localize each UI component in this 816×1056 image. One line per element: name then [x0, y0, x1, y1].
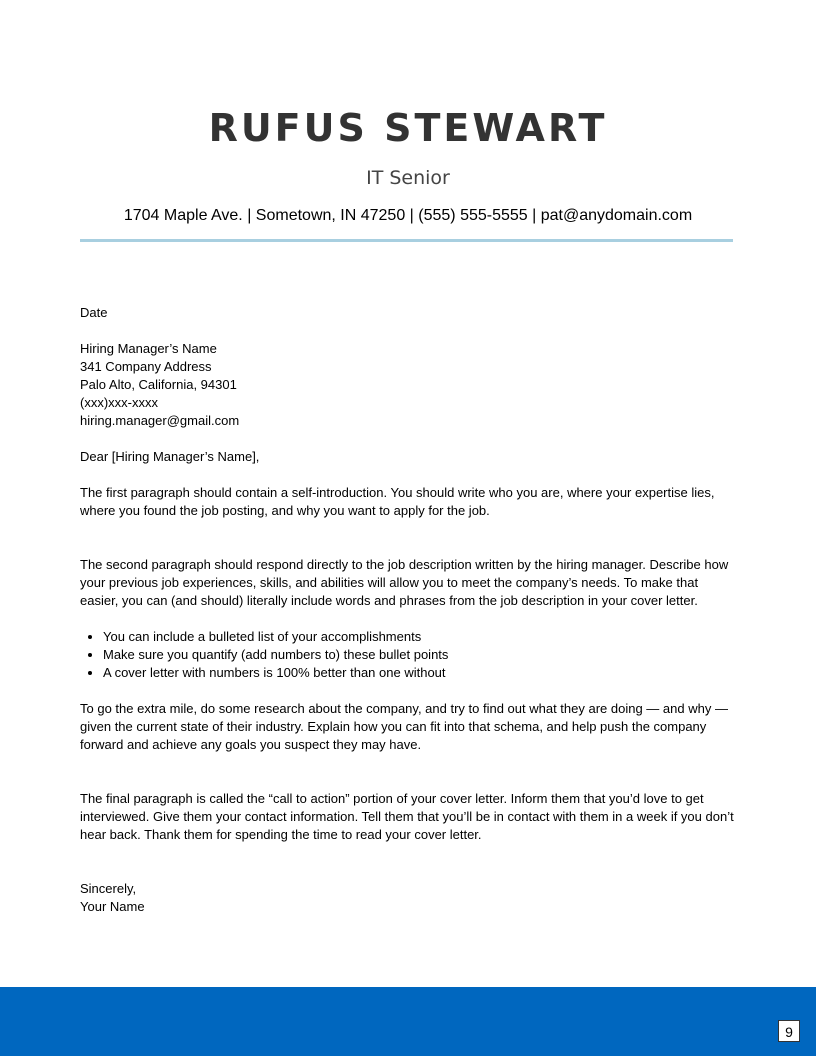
letter-body — [80, 304, 736, 916]
list-item: • A cover letter with numbers is 100% better than one without — [103, 664, 736, 682]
recipient-block — [80, 340, 736, 430]
footer-bar — [0, 987, 816, 1056]
signature: Your Name — [80, 899, 145, 914]
letter-date: Date — [80, 305, 108, 320]
recipient-line: (xxx)xxx-xxxx — [80, 395, 158, 410]
paragraph-research: To go the extra mile, do some research about the company, and try to find out what they are doing — and why — given the current state of their industry. Explain how you can fit into that schema, and help push the company forward and achieve any goals you suspect they may have. — [80, 701, 728, 752]
paragraph-intro: The first paragraph should contain a self-introduction. You should write who you are, where your expertise lies, where you found the job posting, and why you want to apply for the job. — [80, 485, 715, 518]
recipient-line: Palo Alto, California, 94301 — [80, 377, 237, 392]
accomplishment-list — [80, 628, 736, 682]
header-divider — [80, 239, 733, 242]
list-item: • You can include a bulleted list of your accomplishments — [103, 628, 736, 646]
salutation: Dear [Hiring Manager’s Name], — [80, 449, 260, 464]
applicant-name: RUFUS STEWART — [208, 106, 608, 150]
paragraph-job-fit: The second paragraph should respond directly to the job description written by the hiring manager. Describe how your previous job experiences, skills, and abilities will allow you to meet the company’s needs. To make that easier, you can (and should) literally include words and phrases from the job description in your cover letter. — [80, 557, 729, 608]
recipient-line: hiring.manager@gmail.com — [80, 413, 240, 428]
job-title: IT Senior — [366, 167, 450, 189]
closing: Sincerely, — [80, 881, 137, 896]
recipient-line: 341 Company Address — [80, 359, 212, 374]
recipient-line: Hiring Manager’s Name — [80, 341, 217, 356]
paragraph-call-to-action: The final paragraph is called the “call to action” portion of your cover letter. Inform them that you’d love to get interviewed. Give them your contact information. Tell them that you’ll be in contact with them in a week if you don’t hear back. Thank them for spending the time to read your cover letter. — [80, 791, 734, 842]
contact-line: 1704 Maple Ave. | Sometown, IN 47250 | (555) 555-5555 | pat@anydomain.com — [123, 207, 693, 224]
list-item: • Make sure you quantify (add numbers to) these bullet points — [103, 646, 736, 664]
page-number: 9 — [778, 1020, 800, 1042]
